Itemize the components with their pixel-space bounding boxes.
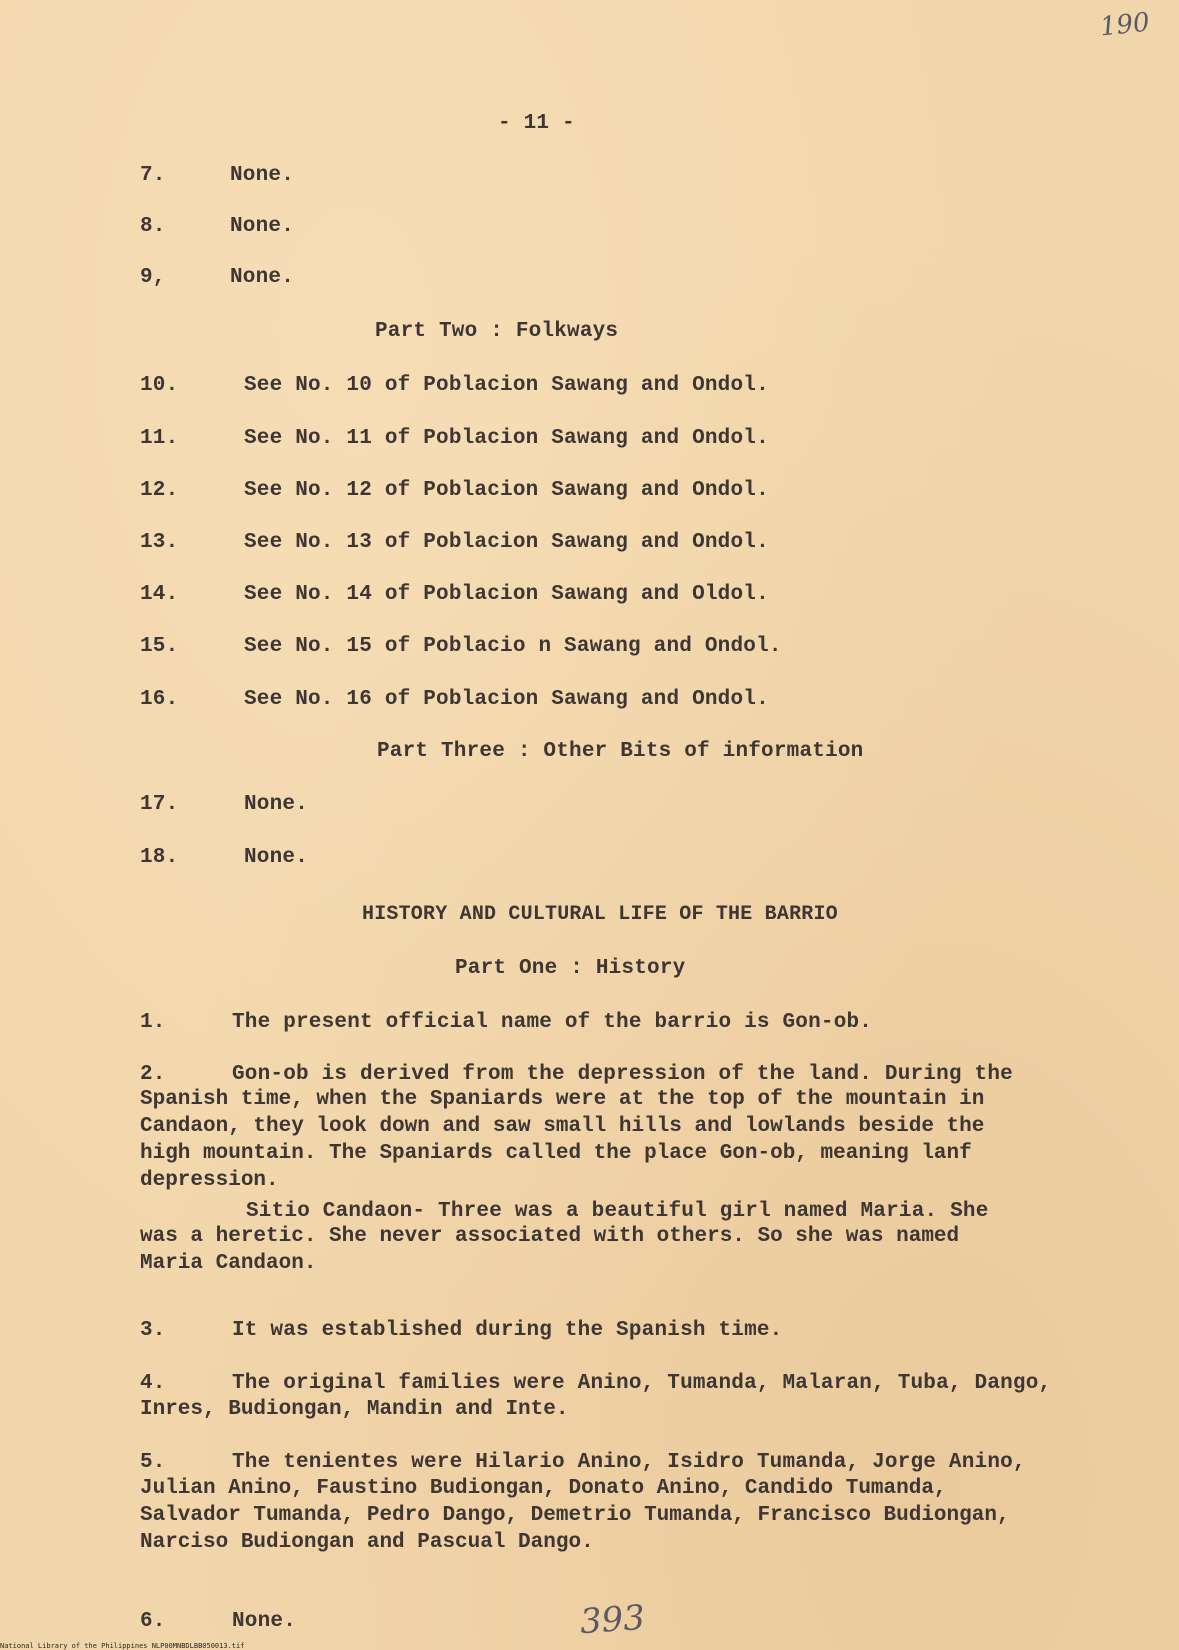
item-number: 4.	[140, 1372, 166, 1395]
item-text: See No. 16 of Poblacion Sawang and Ondol.	[244, 688, 769, 711]
item-text: See No. 14 of Poblacion Sawang and Oldol.	[244, 583, 769, 606]
item-number: 17.	[140, 793, 179, 816]
item-number: 18.	[140, 846, 179, 869]
item-number: 6.	[140, 1610, 166, 1633]
history-item-2-body: Spanish time, when the Spaniards were at the top of the mountain in Candaon, they look down and saw small hills and lowlands beside the high mountain. The Spaniards called the place Gon-ob, meaning lanf depression.	[140, 1088, 985, 1192]
archive-footer: National Library of the Philippines NLP00MNBDLBB050013.tif	[0, 1642, 245, 1650]
item-number: 11.	[140, 427, 179, 450]
bottom-handwritten-number: 393	[578, 1597, 647, 1643]
item-number: 9,	[140, 266, 166, 289]
part-one-heading: Part One : History	[455, 957, 686, 980]
history-item-5-body: Julian Anino, Faustino Budiongan, Donato Anino, Candido Tumanda, Salvador Tumanda, Pedro Dango, Demetrio Tumanda, Francisco Budiongan, Narciso Budiongan and Pascual Dango.	[140, 1477, 1010, 1554]
history-item-2-sub-first-line: Sitio Candaon- Three was a beautiful girl named Maria. She	[246, 1200, 989, 1223]
item-text: Gon-ob is derived from the depression of the land. During the	[232, 1063, 1013, 1086]
item-text: The tenientes were Hilario Anino, Isidro Tumanda, Jorge Anino,	[232, 1451, 1026, 1474]
item-number: 7.	[140, 164, 166, 187]
item-number: 15.	[140, 635, 179, 658]
item-text: The original families were Anino, Tumanda, Malaran, Tuba, Dango,	[232, 1372, 1052, 1395]
part-two-heading: Part Two : Folkways	[375, 320, 619, 343]
item-text: See No. 10 of Poblacion Sawang and Ondol.	[244, 374, 769, 397]
item-text: See No. 15 of Poblacio n Sawang and Ondol.	[244, 635, 782, 658]
item-number: 2.	[140, 1063, 166, 1086]
item-text: None.	[232, 1610, 297, 1633]
item-text: None.	[230, 266, 295, 289]
part-three-heading: Part Three : Other Bits of information	[377, 740, 864, 763]
item-text: See No. 12 of Poblacion Sawang and Ondol.	[244, 479, 769, 502]
item-text: See No. 11 of Poblacion Sawang and Ondol.	[244, 427, 769, 450]
page-number: - 11 -	[498, 112, 575, 135]
history-title: HISTORY AND CULTURAL LIFE OF THE BARRIO	[362, 903, 838, 926]
item-number: 10.	[140, 374, 179, 397]
item-number: 14.	[140, 583, 179, 606]
item-text: None.	[244, 846, 309, 869]
item-number: 1.	[140, 1011, 166, 1034]
item-number: 13.	[140, 531, 179, 554]
item-text: It was established during the Spanish time.	[232, 1319, 783, 1342]
history-item-2-sub-body: was a heretic. She never associated with others. So she was named Maria Candaon.	[140, 1225, 960, 1275]
item-number: 12.	[140, 479, 179, 502]
corner-handwritten-number: 190	[1098, 7, 1152, 43]
item-number: 8.	[140, 215, 166, 238]
history-item-4-body: Inres, Budiongan, Mandin and Inte.	[140, 1398, 569, 1421]
item-text: See No. 13 of Poblacion Sawang and Ondol.	[244, 531, 769, 554]
item-text: The present official name of the barrio is Gon-ob.	[232, 1011, 873, 1034]
item-number: 3.	[140, 1319, 166, 1342]
item-number: 16.	[140, 688, 179, 711]
item-text: None.	[244, 793, 309, 816]
item-text: None.	[230, 215, 295, 238]
item-text: None.	[230, 164, 295, 187]
item-number: 5.	[140, 1451, 166, 1474]
